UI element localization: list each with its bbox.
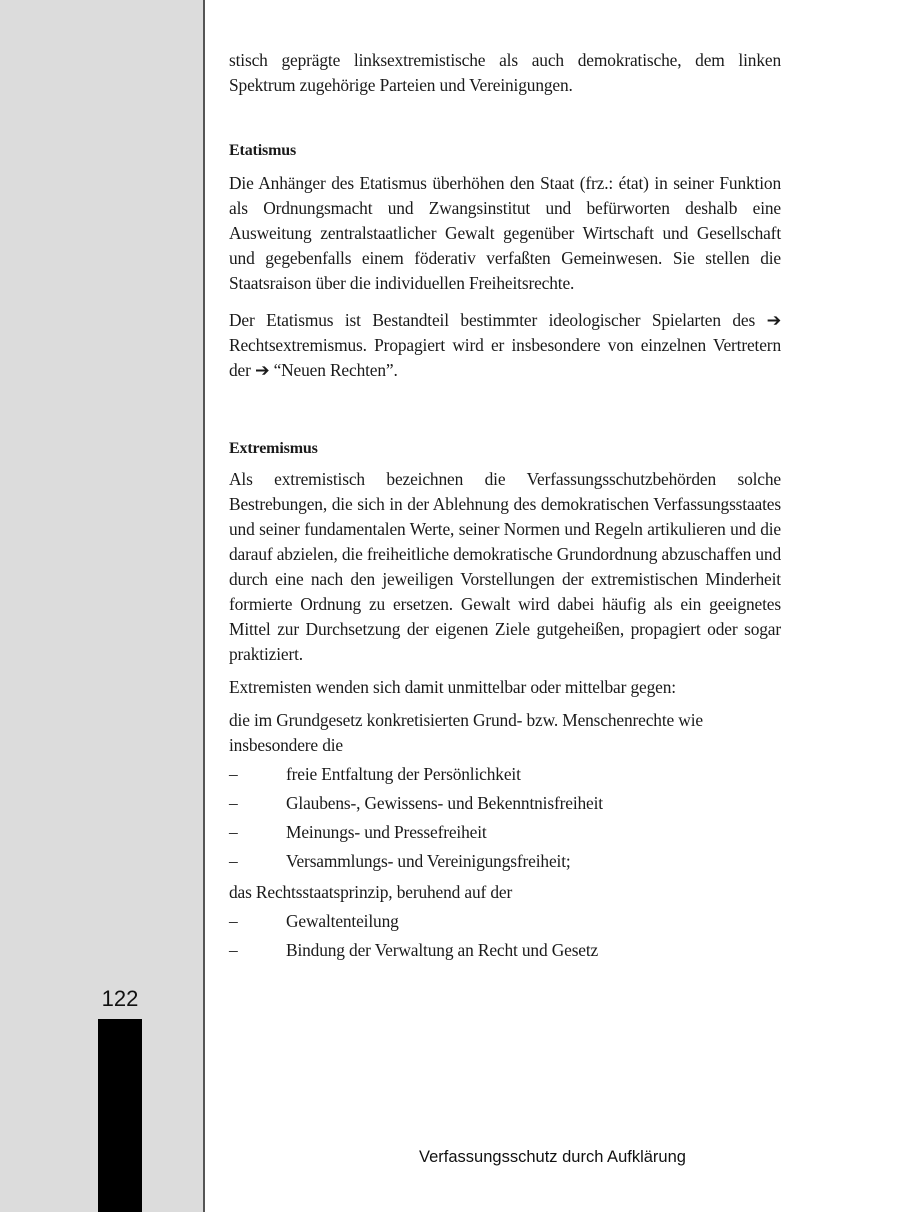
crossref-neue-rechte[interactable]: “Neuen Rechten” bbox=[273, 360, 394, 380]
list-item bbox=[229, 849, 781, 874]
running-footer: Verfassungsschutz durch Aufklärung bbox=[419, 1148, 686, 1166]
list-item-text: Bindung der Verwaltung an Recht und Gesetz bbox=[286, 940, 599, 960]
page-number: 122 bbox=[101, 986, 139, 1011]
etatismus-p2-text-a: Der Etatismus ist Bestandteil bestimmter ideologischer Spielarten des bbox=[229, 310, 767, 330]
dash-bullet: – bbox=[229, 911, 238, 931]
extremismus-paragraph-4: das Rechtsstaatsprinzip, beruhend auf der bbox=[229, 882, 513, 902]
heading-etatismus: Etatismus bbox=[229, 142, 297, 159]
extremismus-paragraph-2: Extremisten wenden sich damit unmittelbar oder mittelbar gegen: bbox=[229, 677, 676, 697]
dash-bullet: – bbox=[229, 822, 238, 842]
extremismus-paragraph-3: die im Grundgesetz konkretisierten Grund- bzw. Menschenrechte wie insbesondere die bbox=[229, 710, 703, 755]
crossref-rechtsextremismus[interactable]: Rechtsextremismus bbox=[229, 335, 363, 355]
arrow-icon: ➔ bbox=[254, 360, 270, 380]
dash-bullet: – bbox=[229, 940, 238, 960]
list-item bbox=[229, 820, 781, 845]
page-content bbox=[229, 48, 781, 963]
etatismus-p2-text-b: . Propagiert wird er insbesondere von einzelnen Vertretern der bbox=[229, 335, 781, 380]
dash-bullet: – bbox=[229, 764, 238, 784]
list-item-text: freie Entfaltung der Persönlichkeit bbox=[286, 764, 521, 784]
etatismus-paragraph-2 bbox=[229, 308, 781, 383]
rechtsstaat-list bbox=[229, 909, 781, 963]
extremismus-paragraph-1: Als extremistisch bezeichnen die Verfassungsschutzbehörden solche Bestrebungen, die sich in der Ablehnung des demokratischen Verfassungsstaates und seiner fundamentalen Werte, seiner Normen und Regeln artikulieren und die darauf abzielen, die freiheitliche demokratische Grundordnung abzuschaffen und durch eine nach den jeweiligen Vorstellungen der extremistischen Minderheit formierte Ordnung zu ersetzen. Gewalt wird dabei häufig als ein geeignetes Mittel zur Durchsetzung der eigenen Ziele gutgeheißen, propagiert oder sogar praktiziert. bbox=[229, 469, 781, 664]
heading-extremismus: Extremismus bbox=[229, 440, 318, 457]
etatismus-p2-text-c: . bbox=[393, 360, 398, 380]
margin-divider-line bbox=[203, 0, 205, 1212]
list-item bbox=[229, 909, 781, 934]
list-item bbox=[229, 938, 781, 963]
list-item bbox=[229, 791, 781, 816]
dash-bullet: – bbox=[229, 851, 238, 871]
list-item-text: Meinungs- und Pressefreiheit bbox=[286, 822, 487, 842]
list-item-text: Gewaltenteilung bbox=[286, 911, 399, 931]
intro-paragraph: stisch geprägte linksextremistische als auch demokratische, dem linken Spektrum zugehörige Parteien und Vereinigungen. bbox=[229, 50, 781, 95]
etatismus-paragraph-1: Die Anhänger des Etatismus überhöhen den Staat (frz.: état) in seiner Funktion als Ordnungsmacht und Zwangsinstitut und befürworten deshalb eine Ausweitung zentralstaatlicher Gewalt gegenüber Wirtschaft und Gesellschaft und gegebenfalls einem föderativ verfaßten Gemeinwesen. Sie stellen die Staatsraison über die individuellen Freiheitsrechte. bbox=[229, 173, 781, 293]
grundrechte-list bbox=[229, 762, 781, 874]
list-item-text: Versammlungs- und Vereinigungsfreiheit; bbox=[286, 851, 571, 871]
list-item-text: Glaubens-, Gewissens- und Bekenntnisfreiheit bbox=[286, 793, 603, 813]
thumb-index-bar bbox=[98, 1019, 142, 1212]
dash-bullet: – bbox=[229, 793, 238, 813]
list-item bbox=[229, 762, 781, 787]
arrow-icon: ➔ bbox=[766, 310, 781, 330]
